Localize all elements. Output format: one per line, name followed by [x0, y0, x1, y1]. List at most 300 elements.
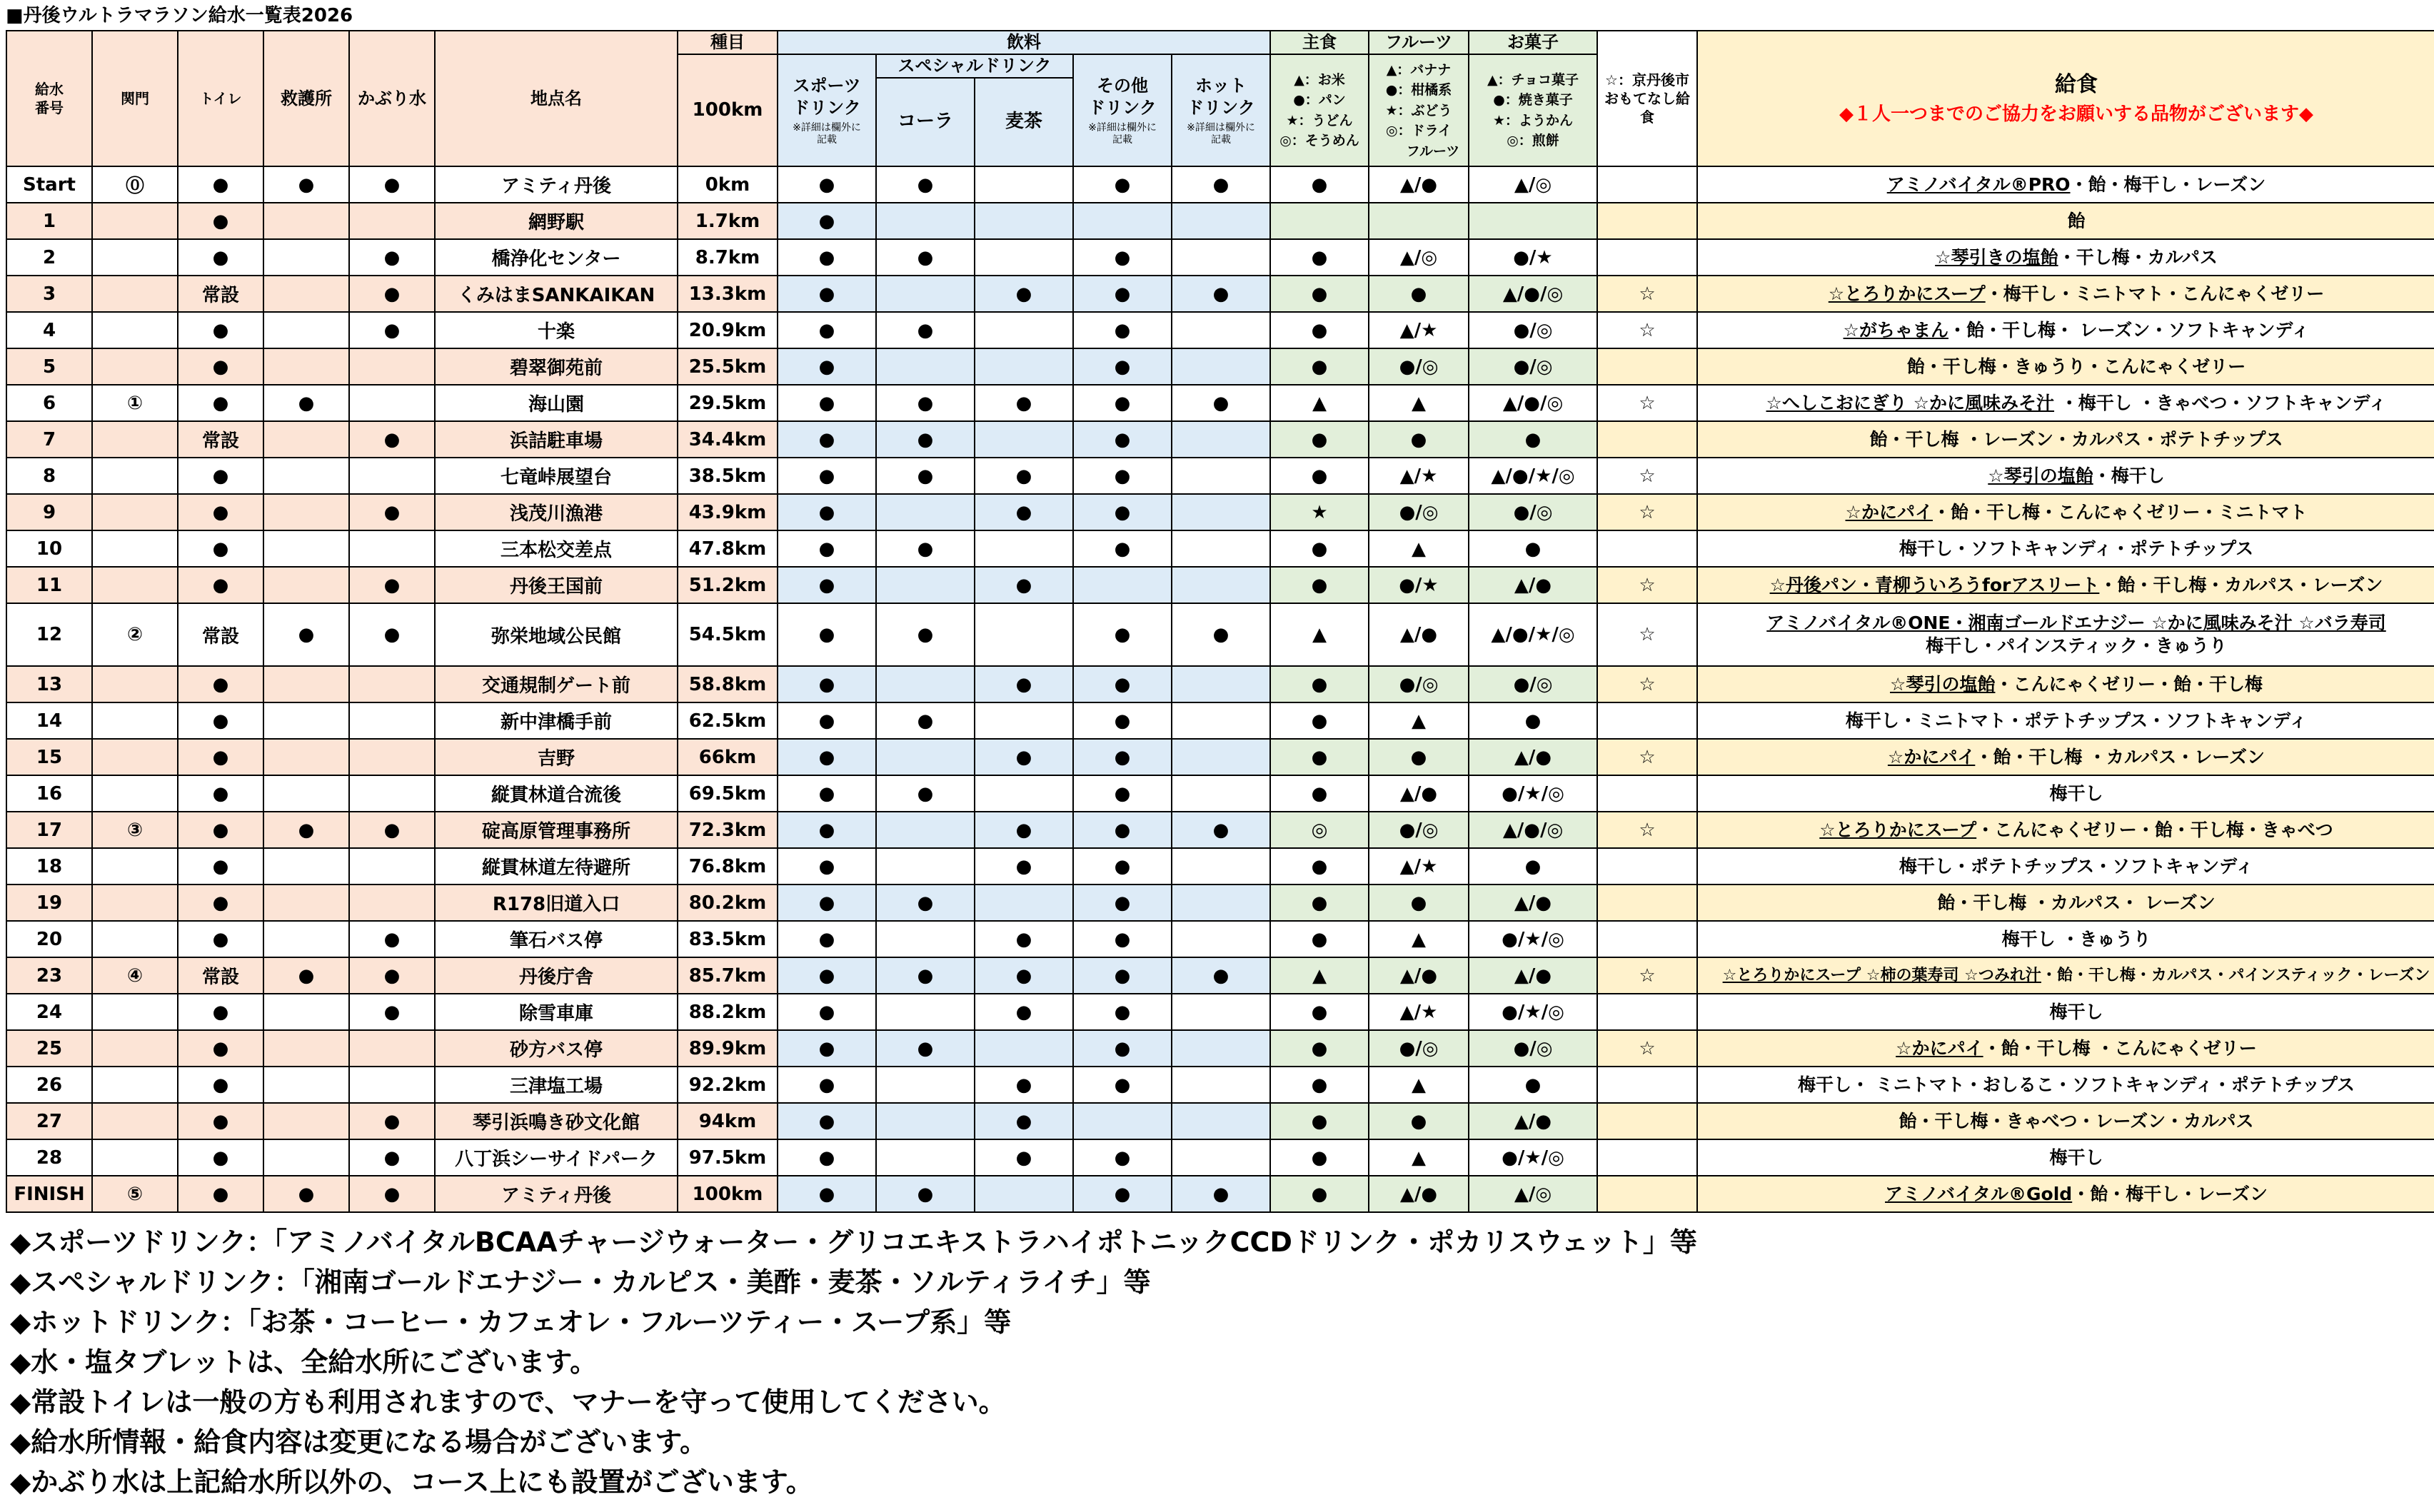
omotenashi-cell: ☆	[1597, 494, 1697, 530]
distance: 58.8km	[678, 666, 778, 702]
station-no: 6	[6, 385, 92, 421]
fruit-cell: ●	[1369, 421, 1469, 458]
station-no: 12	[6, 603, 92, 666]
fruit-cell: ●	[1369, 1103, 1469, 1139]
gate-cell	[92, 994, 178, 1030]
table-row	[6, 421, 2434, 458]
meal-menu-text: 梅干し	[2049, 1001, 2103, 1022]
table-row	[6, 239, 2434, 276]
sports-cell: ●	[778, 1139, 876, 1176]
snack-cell: ▲/●/◎	[1469, 276, 1597, 312]
kaburi-cell: ●	[349, 1176, 435, 1212]
cola-cell	[876, 812, 975, 848]
staple-cell: ▲	[1270, 385, 1369, 421]
gate-cell	[92, 421, 178, 458]
hot-drink-cell	[1172, 994, 1270, 1030]
toilet-cell: ●	[178, 921, 263, 957]
gate-cell	[92, 1103, 178, 1139]
meal-menu-text: ・飴・梅干し・レーズン	[2072, 1183, 2268, 1204]
fruit-cell: ●	[1369, 884, 1469, 921]
staple-cell: ●	[1270, 1176, 1369, 1212]
hot-drink-cell: ●	[1172, 166, 1270, 203]
mugicha-cell: ●	[975, 994, 1073, 1030]
other-drink-cell: ●	[1073, 739, 1172, 775]
snack-cell: ●/◎	[1469, 494, 1597, 530]
header-fruit: フルーツ	[1369, 31, 1469, 54]
omotenashi-cell: ☆	[1597, 1030, 1697, 1067]
meal-menu	[1697, 739, 2434, 775]
other-drink-cell: ●	[1073, 276, 1172, 312]
aid-cell	[263, 421, 349, 458]
mugicha-cell: ●	[975, 666, 1073, 702]
sports-cell: ●	[778, 1103, 876, 1139]
mugicha-cell	[975, 775, 1073, 812]
station-no: 23	[6, 957, 92, 994]
aid-cell	[263, 739, 349, 775]
snack-cell: ●	[1469, 848, 1597, 884]
sports-cell: ●	[778, 203, 876, 239]
meal-menu-text: ・梅干し・ミニトマト・こんにゃくゼリー	[1985, 283, 2325, 304]
distance: 89.9km	[678, 1030, 778, 1067]
cola-cell: ●	[876, 312, 975, 348]
aid-cell	[263, 921, 349, 957]
fruit-legend-item: ●：柑橘系	[1385, 82, 1452, 99]
cola-cell	[876, 276, 975, 312]
omotenashi-cell: ☆	[1597, 567, 1697, 603]
hot-drink-cell: ●	[1172, 1176, 1270, 1212]
place-name: 碧翠御苑前	[435, 348, 678, 385]
cola-cell	[876, 921, 975, 957]
meal-menu-text: ・飴・干し梅・カルパス・レーズン	[2099, 574, 2383, 595]
meal-menu-highlight: ☆かにパイ	[1896, 1037, 1983, 1059]
aid-cell	[263, 312, 349, 348]
footnote: ◆水・塩タブレットは、全給水所にございます。	[10, 1346, 598, 1378]
sports-cell: ●	[778, 276, 876, 312]
staple-cell: ●	[1270, 994, 1369, 1030]
place-name: アミティ丹後	[435, 1176, 678, 1212]
omotenashi-cell	[1597, 1139, 1697, 1176]
fruit-legend-item: ▲：バナナ	[1386, 61, 1452, 78]
staple-legend	[1270, 54, 1369, 166]
distance: 97.5km	[678, 1139, 778, 1176]
hot-drink-cell	[1172, 567, 1270, 603]
meal-menu-highlight: ☆へしこおにぎり ☆かに風味みそ汁	[1766, 392, 2055, 413]
station-no: 11	[6, 567, 92, 603]
aid-cell	[263, 666, 349, 702]
cola-cell	[876, 1139, 975, 1176]
fruit-cell: ●/◎	[1369, 348, 1469, 385]
station-no: 14	[6, 702, 92, 739]
place-name: 十楽	[435, 312, 678, 348]
distance: 29.5km	[678, 385, 778, 421]
footnote: ◆スペシャルドリンク：「湘南ゴールドエナジー・カルピス・美酢・麦茶・ソルティライチ」等	[10, 1266, 1151, 1298]
place-name: 七竜峠展望台	[435, 458, 678, 494]
fruit-cell: ▲/★	[1369, 312, 1469, 348]
gate-cell: ①	[92, 385, 178, 421]
aid-cell	[263, 1139, 349, 1176]
kaburi-cell: ●	[349, 812, 435, 848]
header-kaburi: かぶり水	[349, 31, 435, 166]
meal-menu	[1697, 921, 2434, 957]
kaburi-cell: ●	[349, 166, 435, 203]
other-drink-cell: ●	[1073, 603, 1172, 666]
kaburi-cell	[349, 702, 435, 739]
toilet-cell: ●	[178, 567, 263, 603]
mugicha-cell	[975, 421, 1073, 458]
distance: 62.5km	[678, 702, 778, 739]
staple-cell: ●	[1270, 702, 1369, 739]
footnote: ◆ホットドリンク：「お茶・コーヒー・カフェオレ・フルーツティー・スープ系」等	[10, 1306, 1012, 1338]
station-no: 4	[6, 312, 92, 348]
mugicha-cell	[975, 312, 1073, 348]
fruit-cell: ▲/●	[1369, 603, 1469, 666]
snack-cell: ●/★/◎	[1469, 994, 1597, 1030]
snack-cell: ▲/●/◎	[1469, 385, 1597, 421]
aid-cell	[263, 1067, 349, 1103]
meal-menu	[1697, 666, 2434, 702]
mugicha-cell	[975, 603, 1073, 666]
staple-cell: ●	[1270, 567, 1369, 603]
kaburi-cell	[349, 1030, 435, 1067]
station-no: 9	[6, 494, 92, 530]
staple-cell: ●	[1270, 1067, 1369, 1103]
omotenashi-cell: ☆	[1597, 603, 1697, 666]
mugicha-cell: ●	[975, 957, 1073, 994]
meal-menu	[1697, 421, 2434, 458]
toilet-cell: ●	[178, 348, 263, 385]
header-beverage: 飲料	[778, 31, 1270, 54]
cola-cell	[876, 666, 975, 702]
table-row	[6, 702, 2434, 739]
distance: 47.8km	[678, 530, 778, 567]
cola-cell	[876, 1067, 975, 1103]
other-drink-cell: ●	[1073, 702, 1172, 739]
kaburi-cell: ●	[349, 994, 435, 1030]
other-drink-cell: ●	[1073, 494, 1172, 530]
header-mugicha: 麦茶	[975, 78, 1073, 166]
meal-menu	[1697, 458, 2434, 494]
place-name: 丹後庁舎	[435, 957, 678, 994]
header-station-no: 給水 番号	[6, 31, 92, 166]
toilet-cell: 常設	[178, 421, 263, 458]
staple-cell: ▲	[1270, 603, 1369, 666]
distance: 1.7km	[678, 203, 778, 239]
hot-drink-cell	[1172, 739, 1270, 775]
toilet-cell: ●	[178, 166, 263, 203]
meal-menu	[1697, 1067, 2434, 1103]
table-row	[6, 348, 2434, 385]
sports-cell: ●	[778, 421, 876, 458]
hot-drink-cell	[1172, 312, 1270, 348]
place-name: 除雪車庫	[435, 994, 678, 1030]
other-drink-cell: ●	[1073, 1139, 1172, 1176]
snack-cell: ▲/●/★/◎	[1469, 603, 1597, 666]
staple-cell: ●	[1270, 458, 1369, 494]
toilet-cell: ●	[178, 1067, 263, 1103]
aid-cell	[263, 530, 349, 567]
table-row	[6, 812, 2434, 848]
cola-cell: ●	[876, 775, 975, 812]
table-row	[6, 494, 2434, 530]
toilet-cell: 常設	[178, 603, 263, 666]
station-no: 19	[6, 884, 92, 921]
fruit-cell: ▲/◎	[1369, 239, 1469, 276]
aid-cell	[263, 848, 349, 884]
meal-menu-highlight: ☆丹後パン・青柳ういろうforアスリート	[1769, 574, 2100, 595]
gate-cell	[92, 848, 178, 884]
staple-cell: ●	[1270, 1030, 1369, 1067]
gate-cell	[92, 1067, 178, 1103]
gate-cell	[92, 739, 178, 775]
header-toilet: トイレ	[178, 31, 263, 166]
staple-cell: ●	[1270, 166, 1369, 203]
aid-cell	[263, 239, 349, 276]
cola-cell: ●	[876, 1176, 975, 1212]
snack-cell: ●/★/◎	[1469, 775, 1597, 812]
distance: 54.5km	[678, 603, 778, 666]
fruit-cell: ●/★	[1369, 567, 1469, 603]
kaburi-cell	[349, 848, 435, 884]
hot-drink-cell	[1172, 348, 1270, 385]
station-no: 1	[6, 203, 92, 239]
table-row	[6, 775, 2434, 812]
staple-legend-item: ▲：お米	[1294, 71, 1345, 88]
table-row	[6, 1139, 2434, 1176]
mugicha-cell: ●	[975, 494, 1073, 530]
snack-cell: ▲/●/★/◎	[1469, 458, 1597, 494]
place-name: 縦貫林道左待避所	[435, 848, 678, 884]
staple-legend-item: ●：パン	[1293, 92, 1346, 109]
distance: 0km	[678, 166, 778, 203]
place-name: 三本松交差点	[435, 530, 678, 567]
station-no: 18	[6, 848, 92, 884]
fruit-cell: ●/◎	[1369, 812, 1469, 848]
other-drink-cell: ●	[1073, 312, 1172, 348]
table-row	[6, 666, 2434, 702]
snack-cell: ●/◎	[1469, 312, 1597, 348]
hot-drink-cell	[1172, 530, 1270, 567]
aid-cell	[263, 276, 349, 312]
header-special: スペシャルドリンク	[876, 54, 1073, 78]
toilet-cell: ●	[178, 812, 263, 848]
toilet-cell: ●	[178, 848, 263, 884]
header-meal	[1697, 31, 2434, 166]
cola-cell	[876, 994, 975, 1030]
meal-menu-highlight: ☆とろりかにスープ	[1819, 819, 1977, 840]
gate-cell: ③	[92, 812, 178, 848]
hot-drink-cell: ●	[1172, 603, 1270, 666]
toilet-cell: 常設	[178, 276, 263, 312]
place-name: 交通規制ゲート前	[435, 666, 678, 702]
fruit-cell: ▲/●	[1369, 775, 1469, 812]
omotenashi-cell: ☆	[1597, 276, 1697, 312]
sports-cell: ●	[778, 458, 876, 494]
fruit-cell: ▲	[1369, 385, 1469, 421]
mugicha-cell: ●	[975, 848, 1073, 884]
kaburi-cell: ●	[349, 239, 435, 276]
kaburi-cell: ●	[349, 276, 435, 312]
cola-cell: ●	[876, 385, 975, 421]
station-no: 3	[6, 276, 92, 312]
place-name: 筆石バス停	[435, 921, 678, 957]
mugicha-cell	[975, 1176, 1073, 1212]
sports-cell: ●	[778, 739, 876, 775]
meal-menu-text: ・飴・干し梅 ・こんにゃくゼリー	[1983, 1037, 2257, 1059]
snack-legend-item: ★：ようかん	[1492, 112, 1574, 128]
mugicha-cell: ●	[975, 812, 1073, 848]
mugicha-cell: ●	[975, 921, 1073, 957]
meal-menu	[1697, 203, 2434, 239]
sports-cell: ●	[778, 921, 876, 957]
kaburi-cell	[349, 775, 435, 812]
meal-menu	[1697, 567, 2434, 603]
gate-cell: ②	[92, 603, 178, 666]
hot-drink-cell	[1172, 884, 1270, 921]
table-row	[6, 276, 2434, 312]
mugicha-cell: ●	[975, 567, 1073, 603]
hot-drink-cell	[1172, 458, 1270, 494]
mugicha-cell	[975, 239, 1073, 276]
mugicha-cell: ●	[975, 385, 1073, 421]
meal-menu-highlight: ☆とろりかにスープ	[1828, 283, 1986, 304]
distance: 66km	[678, 739, 778, 775]
gate-cell	[92, 494, 178, 530]
staple-cell: ◎	[1270, 812, 1369, 848]
other-drink-cell	[1073, 203, 1172, 239]
kaburi-cell	[349, 203, 435, 239]
other-note: ※詳細は欄外に 記載	[1088, 122, 1157, 146]
snack-cell: ●	[1469, 702, 1597, 739]
place-name: アミティ丹後	[435, 166, 678, 203]
cola-cell: ●	[876, 1030, 975, 1067]
kaburi-cell: ●	[349, 567, 435, 603]
table-row	[6, 458, 2434, 494]
sports-cell: ●	[778, 1067, 876, 1103]
staple-cell: ●	[1270, 921, 1369, 957]
fruit-cell: ●	[1369, 739, 1469, 775]
meal-menu-text: 梅干し	[2049, 782, 2103, 804]
omotenashi-cell: ☆	[1597, 458, 1697, 494]
place-name: 弥栄地域公民館	[435, 603, 678, 666]
hot-drink-cell	[1172, 702, 1270, 739]
snack-cell: ▲/●	[1469, 1103, 1597, 1139]
snack-cell: ▲/●/◎	[1469, 812, 1597, 848]
fruit-cell	[1369, 203, 1469, 239]
other-drink-cell: ●	[1073, 666, 1172, 702]
omotenashi-cell	[1597, 1103, 1697, 1139]
fruit-cell: ●/◎	[1369, 1030, 1469, 1067]
kaburi-cell	[349, 530, 435, 567]
meal-menu	[1697, 884, 2434, 921]
place-name: 縦貫林道合流後	[435, 775, 678, 812]
sports-note: ※詳細は欄外に 記載	[793, 122, 861, 146]
header-staple: 主食	[1270, 31, 1369, 54]
omotenashi-cell: ☆	[1597, 312, 1697, 348]
fruit-legend-item: ◎：ドライ	[1385, 123, 1452, 139]
cola-cell	[876, 203, 975, 239]
mugicha-cell	[975, 166, 1073, 203]
staple-cell: ●	[1270, 276, 1369, 312]
footnote: ◆給水所情報・給食内容は変更になる場合がございます。	[10, 1426, 708, 1458]
toilet-cell: ●	[178, 739, 263, 775]
sports-cell: ●	[778, 812, 876, 848]
meal-menu-text: ・飴・干し梅 ・カルパス・レーズン	[1975, 746, 2265, 767]
toilet-cell: ●	[178, 775, 263, 812]
header-hot	[1172, 54, 1270, 166]
meal-menu	[1697, 1139, 2434, 1176]
staple-cell: ●	[1270, 884, 1369, 921]
sports-cell: ●	[778, 884, 876, 921]
hot-drink-cell	[1172, 421, 1270, 458]
staple-cell: ●	[1270, 739, 1369, 775]
header-snack: お菓子	[1469, 31, 1597, 54]
other-drink-cell: ●	[1073, 884, 1172, 921]
sports-cell: ●	[778, 530, 876, 567]
distance: 25.5km	[678, 348, 778, 385]
distance: 38.5km	[678, 458, 778, 494]
other-drink-cell: ●	[1073, 994, 1172, 1030]
station-no: 24	[6, 994, 92, 1030]
place-name: 橋浄化センター	[435, 239, 678, 276]
fruit-cell: ▲/★	[1369, 848, 1469, 884]
hot-drink-cell	[1172, 1103, 1270, 1139]
gate-cell: ⓪	[92, 166, 178, 203]
other-label: その他 ドリンク	[1088, 75, 1157, 118]
omotenashi-cell	[1597, 702, 1697, 739]
omotenashi-cell	[1597, 775, 1697, 812]
footnote: ◆常設トイレは一般の方も利用されますので、マナーを守って使用してください。	[10, 1386, 1006, 1418]
sports-cell: ●	[778, 239, 876, 276]
meal-menu	[1697, 276, 2434, 312]
table-row	[6, 603, 2434, 666]
fruit-legend	[1369, 54, 1469, 166]
cola-cell: ●	[876, 421, 975, 458]
fruit-cell: ●/◎	[1369, 666, 1469, 702]
hot-drink-cell: ●	[1172, 276, 1270, 312]
footnotes	[10, 1222, 1697, 1502]
hot-drink-cell	[1172, 1139, 1270, 1176]
mugicha-cell	[975, 702, 1073, 739]
gate-cell	[92, 458, 178, 494]
station-no: 26	[6, 1067, 92, 1103]
other-drink-cell: ●	[1073, 775, 1172, 812]
meal-menu-text: ・干し梅・カルパス	[2058, 246, 2218, 268]
snack-cell: ●	[1469, 530, 1597, 567]
cola-cell	[876, 567, 975, 603]
mugicha-cell	[975, 1030, 1073, 1067]
sports-cell: ●	[778, 567, 876, 603]
staple-legend-item: ◎：そうめん	[1279, 133, 1359, 149]
distance: 76.8km	[678, 848, 778, 884]
gate-cell	[92, 530, 178, 567]
aid-cell	[263, 994, 349, 1030]
meal-menu-text: 飴・干し梅・きゃべつ・レーズン・カルパス	[1899, 1110, 2254, 1132]
toilet-cell: ●	[178, 994, 263, 1030]
meal-menu	[1697, 603, 2434, 666]
toilet-cell: ●	[178, 1176, 263, 1212]
snack-cell: ▲/●	[1469, 884, 1597, 921]
other-drink-cell	[1073, 567, 1172, 603]
distance: 13.3km	[678, 276, 778, 312]
fruit-cell: ▲	[1369, 530, 1469, 567]
place-name: 砂方バス停	[435, 1030, 678, 1067]
snack-legend-item: ▲：チョコ菓子	[1487, 71, 1579, 88]
other-drink-cell: ●	[1073, 530, 1172, 567]
kaburi-cell	[349, 385, 435, 421]
omotenashi-cell	[1597, 530, 1697, 567]
meal-menu	[1697, 848, 2434, 884]
staple-cell: ●	[1270, 1103, 1369, 1139]
